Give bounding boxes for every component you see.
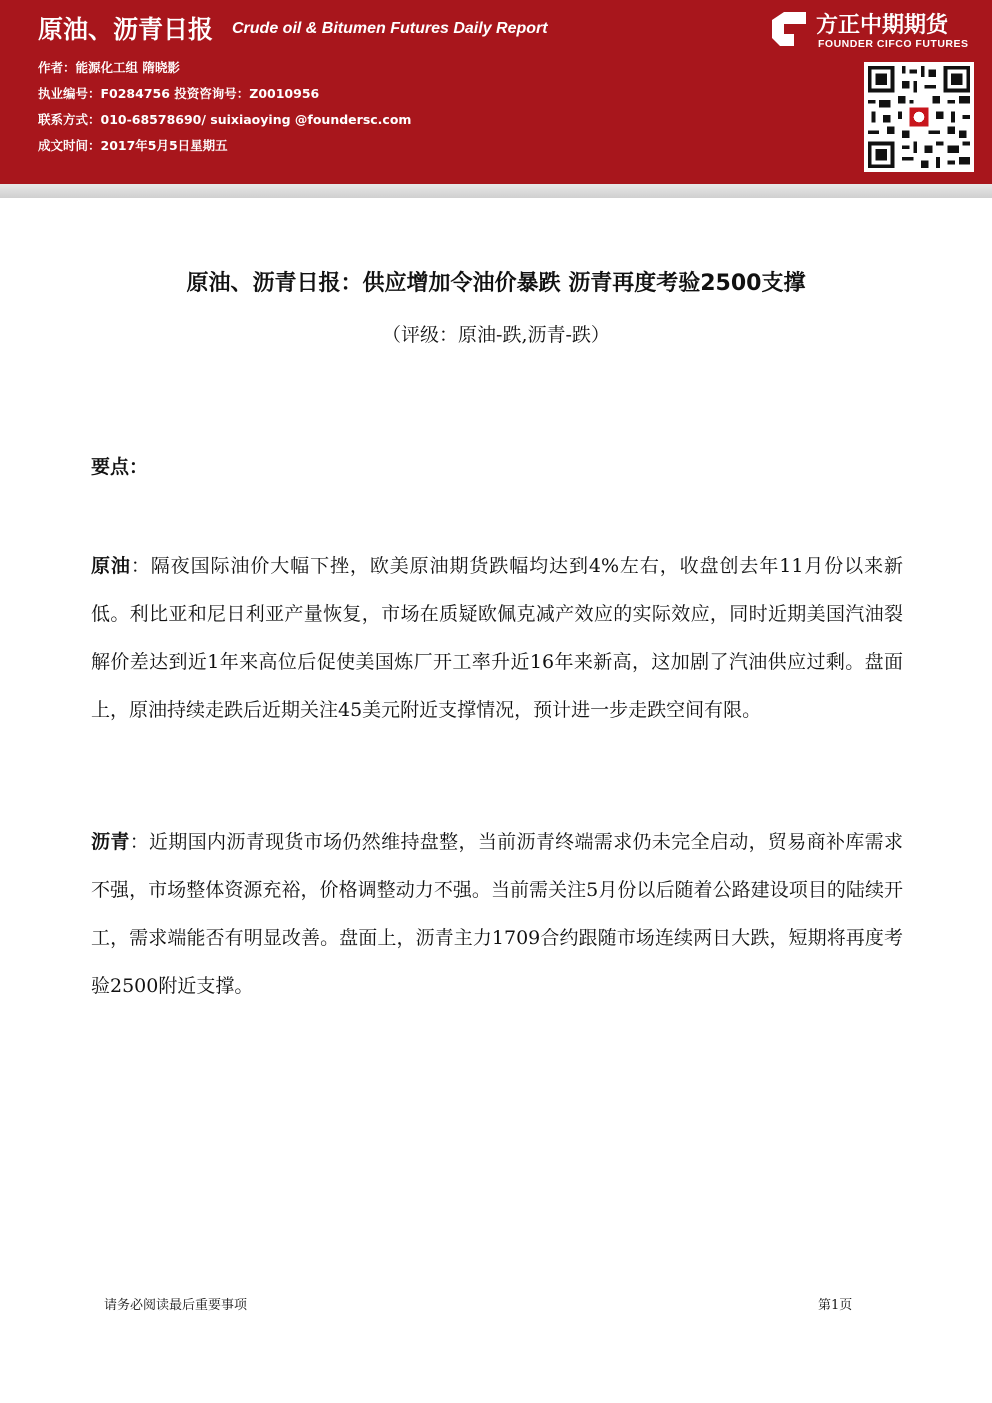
- crude-oil-lead: 原油: [91, 555, 131, 577]
- company-logo: [770, 6, 984, 54]
- report-header: [0, 0, 992, 184]
- qr-code-icon: [864, 62, 974, 172]
- license-line: 执业编号：F0284756 投资咨询号：Z0010956: [38, 86, 320, 101]
- rating-subtitle: （评级：原油-跌,沥青-跌）: [382, 324, 610, 346]
- author-line: 作者：能源化工组 隋晓影: [38, 60, 180, 75]
- bitumen-text: ：近期国内沥青现货市场仍然维持盘整，当前沥青终端需求仍未完全启动，贸易商补库需求不强，市场整体资源充裕，价格调整动力不强。当前需关注5月份以后随着公路建设项目的陆续开工，需求端能否有明显改善。盘面上，沥青主力1709合约跟随市场连续两日大跌，短期将再度考验2500附近支撑。: [91, 831, 903, 997]
- logo-text-cn: 方正中期期货: [816, 13, 949, 38]
- page-number: 第1页: [818, 1298, 853, 1313]
- bitumen-lead: 沥青: [91, 831, 130, 853]
- founder-logo-icon: [770, 10, 808, 48]
- contact-line: 联系方式：010-68578690/ suixiaoying @foundersc.com: [38, 112, 412, 127]
- report-title-cn: 原油、沥青日报: [38, 15, 214, 44]
- header-divider-band: [0, 184, 992, 198]
- key-points-heading: 要点：: [91, 456, 149, 478]
- footer-disclaimer-link: 请务必阅读最后重要事项: [104, 1298, 248, 1313]
- bitumen-paragraph: [91, 818, 903, 1010]
- report-title-en: Crude oil & Bitumen Futures Daily Report: [232, 20, 548, 37]
- logo-text-en: FOUNDER CIFCO FUTURES: [818, 38, 969, 50]
- crude-oil-text: ：隔夜国际油价大幅下挫，欧美原油期货跌幅均达到4%左右，收盘创去年11月份以来新低。利比亚和尼日利亚产量恢复，市场在质疑欧佩克减产效应的实际效应，同时近期美国汽油裂解价差达到近1年来高位后促使美国炼厂开工率升近16年来新高，这加剧了汽油供应过剩。盘面上，原油持续走跌后近期关注45美元附近支撑情况，预计进一步走跌空间有限。: [91, 555, 903, 721]
- page-title: 原油、沥青日报：供应增加令油价暴跌 沥青再度考验2500支撑: [186, 271, 806, 296]
- crude-oil-paragraph: [91, 542, 903, 734]
- date-line: 成文时间：2017年5月5日星期五: [38, 138, 228, 153]
